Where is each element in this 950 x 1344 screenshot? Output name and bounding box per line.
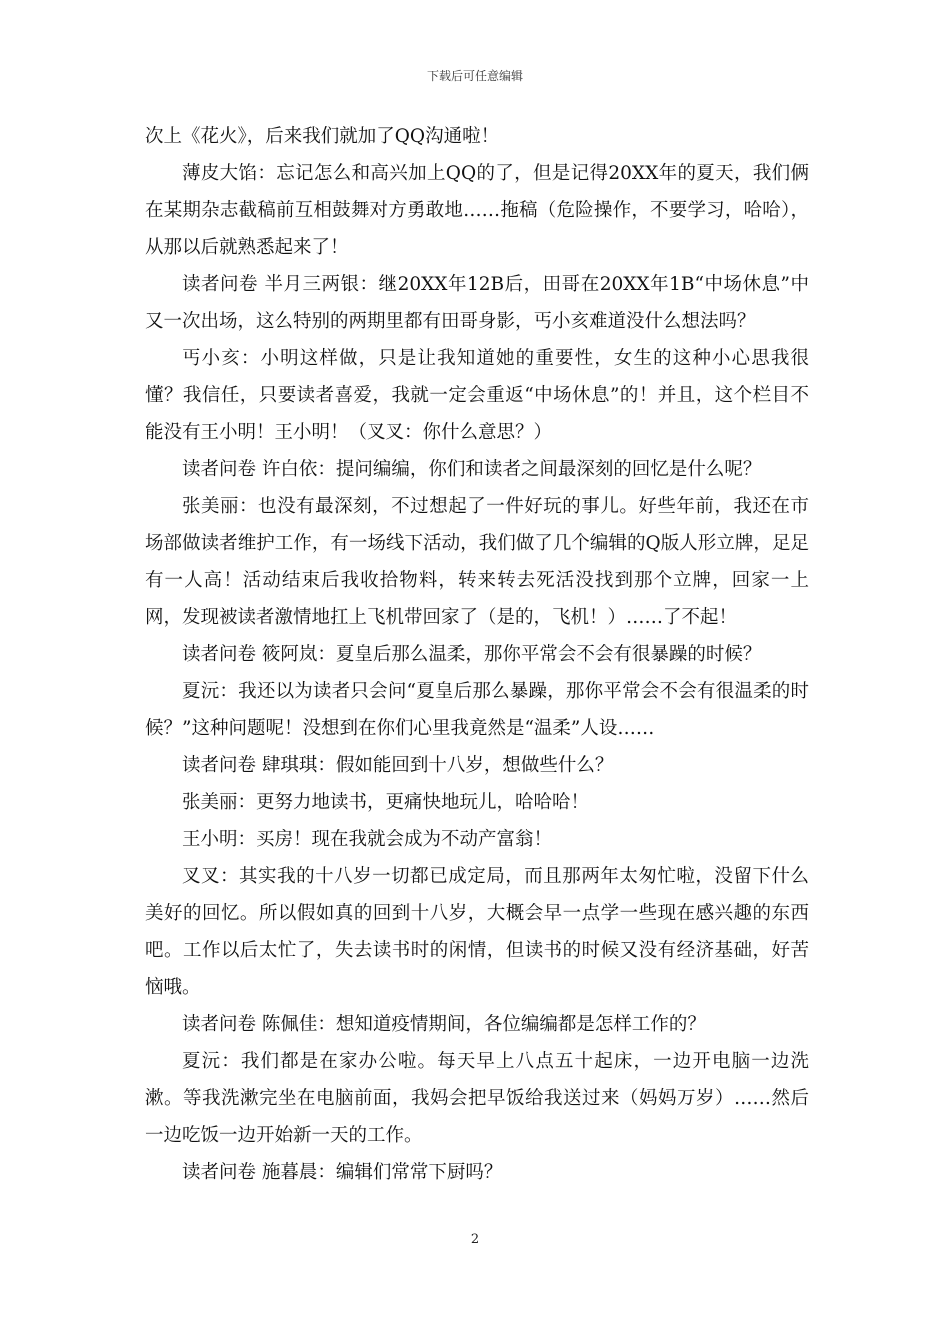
paragraph: 次上《花火》，后来我们就加了QQ沟通啦！ [145,126,500,147]
paragraph: 读者问卷 许白依：提问编编，你们和读者之间最深刻的回忆是什么呢？ [182,459,762,480]
paragraph: 读者问卷 筱阿岚：夏皇后那么温柔，那你平常会不会有很暴躁的时候？ [182,644,762,665]
paragraph: 读者问卷 肆琪琪：假如能回到十八岁，想做些什么？ [182,755,614,776]
paragraph: 读者问卷 半月三两银：继20XX年12B后，田哥在20XX年1B“中场休息”中又一次出场，这么特别的两期里都有田哥身影，丐小亥难道没什么想法吗？ [145,274,809,332]
page-number: 2 [470,1232,480,1247]
document-body [145,118,809,1191]
paragraph: 读者问卷 施暮晨：编辑们常常下厨吗？ [182,1162,503,1183]
paragraph: 叉叉：其实我的十八岁一切都已成定局，而且那两年太匆忙啦，没留下什么美好的回忆。所以假如真的回到十八岁，大概会早一点学一些现在感兴趣的东西吧。工作以后太忙了，失去读书时的闲情，但读书的时候又没有经济基础，好苦恼哦。 [145,866,809,998]
paragraph: 张美丽：更努力地读书，更痛快地玩儿，哈哈哈！ [182,792,590,813]
paragraph: 王小明：买房！现在我就会成为不动产富翁！ [182,829,553,850]
paragraph: 丐小亥：小明这样做，只是让我知道她的重要性，女生的这种小心思我很懂？我信任，只要读者喜爱，我就一定会重返“中场休息”的！并且，这个栏目不能没有王小明！王小明！（叉叉：你什么意思？） [145,348,809,443]
paragraph: 读者问卷 陈佩佳：想知道疫情期间，各位编编都是怎样工作的？ [182,1014,706,1035]
page-header: 下载后可任意编辑 [426,69,523,83]
paragraph: 薄皮大馅：忘记怎么和高兴加上QQ的了，但是记得20XX年的夏天，我们俩在某期杂志截稿前互相鼓舞对方勇敢地……拖稿（危险操作，不要学习，哈哈），从那以后就熟悉起来了！ [145,163,809,258]
paragraph: 夏沅：我们都是在家办公啦。每天早上八点五十起床，一边开电脑一边洗漱。等我洗漱完坐在电脑前面，我妈会把早饭给我送过来（妈妈万岁）……然后一边吃饭一边开始新一天的工作。 [145,1051,809,1146]
paragraph: 夏沅：我还以为读者只会问“夏皇后那么暴躁，那你平常会不会有很温柔的时候？”这种问题呢！没想到在你们心里我竟然是“温柔”人设…… [145,681,809,739]
paragraph: 张美丽：也没有最深刻，不过想起了一件好玩的事儿。好些年前，我还在市场部做读者维护工作，有一场线下活动，我们做了几个编辑的Q版人形立牌，足足有一人高！活动结束后我收拾物料，转来转去死活没找到那个立牌，回家一上网，发现被读者激情地扛上飞机带回家了（是的，飞机！）……了不起！ [145,496,809,628]
